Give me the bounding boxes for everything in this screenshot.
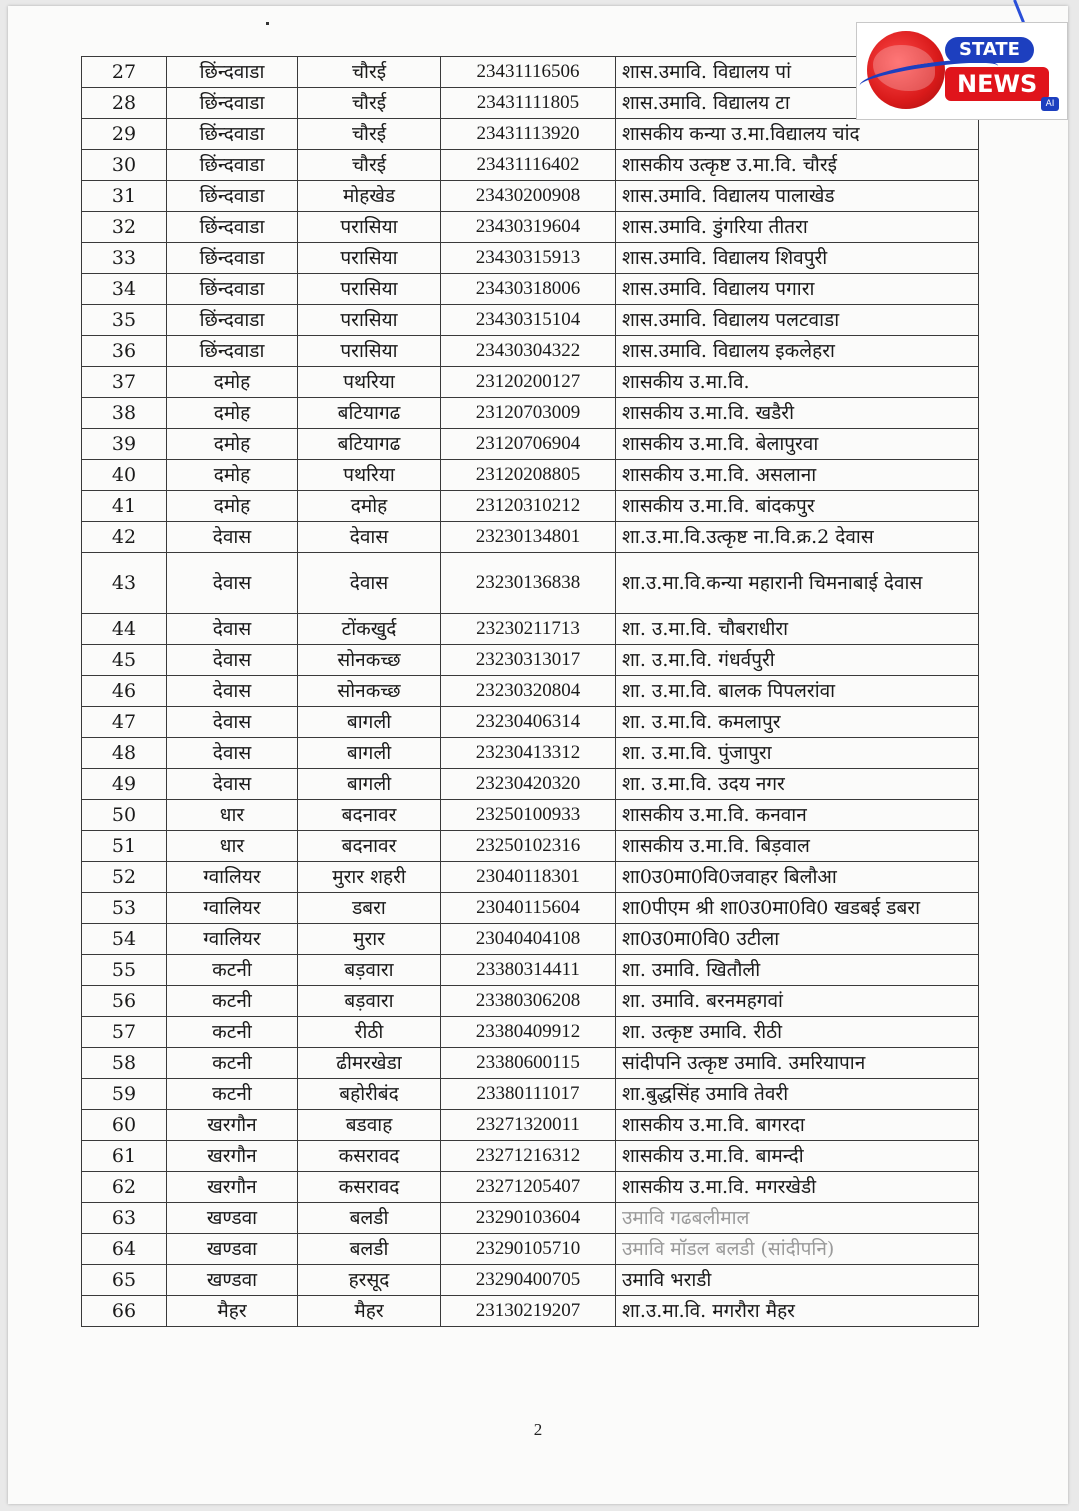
table-row [82,738,979,769]
school-name-cell: शासकीय उ.मा.वि. बागरदा [616,1110,979,1141]
district-cell: छिंन्दवाडा [167,181,298,212]
serial-cell: 58 [82,1048,167,1079]
table-row [82,491,979,522]
udise-code-cell: 23431111805 [441,88,616,119]
state-news-logo [856,22,1068,120]
district-cell: ग्वालियर [167,924,298,955]
table-row [82,274,979,305]
school-name-cell: उमावि भराडी [616,1265,979,1296]
table-row [82,460,979,491]
block-cell: चौरई [298,150,441,181]
serial-cell: 28 [82,88,167,119]
table-row [82,367,979,398]
serial-cell: 61 [82,1141,167,1172]
block-cell: बड़वारा [298,955,441,986]
serial-cell: 39 [82,429,167,460]
school-name-cell: शासकीय उ.मा.वि. असलाना [616,460,979,491]
district-cell: खण्डवा [167,1234,298,1265]
block-cell: मुरार शहरी [298,862,441,893]
district-cell: खरगौन [167,1172,298,1203]
serial-cell: 55 [82,955,167,986]
udise-code-cell: 23290400705 [441,1265,616,1296]
udise-code-cell: 23250102316 [441,831,616,862]
serial-cell: 33 [82,243,167,274]
block-cell: परासिया [298,336,441,367]
serial-cell: 37 [82,367,167,398]
udise-code-cell: 23250100933 [441,800,616,831]
block-cell: टोंकखुर्द [298,614,441,645]
block-cell: सोनकच्छ [298,645,441,676]
school-name-cell: शा. उ.मा.वि. कमलापुर [616,707,979,738]
school-name-cell: शा0पीएम श्री शा0उ0मा0वि0 खडबई डबरा [616,893,979,924]
school-name-cell: शासकीय उ.मा.वि. खडैरी [616,398,979,429]
udise-code-cell: 23230420320 [441,769,616,800]
block-cell: बदनावर [298,800,441,831]
school-name-cell: शा.उ.मा.वि.कन्या महारानी चिमनाबाई देवास [616,553,979,614]
table-row [82,676,979,707]
serial-cell: 49 [82,769,167,800]
district-cell: कटनी [167,1048,298,1079]
block-cell: सोनकच्छ [298,676,441,707]
school-name-cell: शास.उमावि. विद्यालय इकलेहरा [616,336,979,367]
udise-code-cell: 23230211713 [441,614,616,645]
udise-code-cell: 23380306208 [441,986,616,1017]
block-cell: पथरिया [298,460,441,491]
block-cell: दमोह [298,491,441,522]
serial-cell: 64 [82,1234,167,1265]
serial-cell: 44 [82,614,167,645]
table-row [82,924,979,955]
district-cell: दमोह [167,491,298,522]
table-row [82,1172,979,1203]
district-cell: छिंन्दवाडा [167,57,298,88]
block-cell: बहोरीबंद [298,1079,441,1110]
block-cell: ढीमरखेडा [298,1048,441,1079]
district-cell: कटनी [167,955,298,986]
udise-code-cell: 23271320011 [441,1110,616,1141]
school-name-cell: शा. उ.मा.वि. गंधर्वपुरी [616,645,979,676]
table-row [82,522,979,553]
school-name-cell: शा. उमावि. खितौली [616,955,979,986]
udise-code-cell: 23120706904 [441,429,616,460]
block-cell: बागली [298,769,441,800]
udise-code-cell: 23271205407 [441,1172,616,1203]
block-cell: हरसूद [298,1265,441,1296]
udise-code-cell: 23431116506 [441,57,616,88]
district-cell: देवास [167,707,298,738]
block-cell: देवास [298,522,441,553]
block-cell: बटियागढ [298,398,441,429]
district-cell: कटनी [167,1079,298,1110]
udise-code-cell: 23430304322 [441,336,616,367]
district-cell: देवास [167,522,298,553]
serial-cell: 54 [82,924,167,955]
table-row [82,893,979,924]
udise-code-cell: 23120703009 [441,398,616,429]
school-name-cell: शास.उमावि. विद्यालय टा [616,88,979,119]
table-row [82,1079,979,1110]
school-name-cell: शा. उ.मा.वि. बालक पिपलरांवा [616,676,979,707]
district-cell: धार [167,831,298,862]
table-row [82,1234,979,1265]
serial-cell: 32 [82,212,167,243]
block-cell: बदनावर [298,831,441,862]
serial-cell: 34 [82,274,167,305]
serial-cell: 59 [82,1079,167,1110]
school-name-cell: शास.उमावि. डुंगरिया तीतरा [616,212,979,243]
udise-code-cell: 23430315104 [441,305,616,336]
school-name-cell: शासकीय उ.मा.वि. मगरखेडी [616,1172,979,1203]
school-name-cell: उमावि गढबलीमाल [616,1203,979,1234]
udise-code-cell: 23130219207 [441,1296,616,1327]
udise-code-cell: 23290103604 [441,1203,616,1234]
serial-cell: 50 [82,800,167,831]
table-row [82,1203,979,1234]
district-cell: देवास [167,614,298,645]
school-name-cell: शा0उ0मा0वि0जवाहर बिलौआ [616,862,979,893]
page-number: 2 [533,1420,543,1439]
serial-cell: 66 [82,1296,167,1327]
udise-code-cell: 23230136838 [441,553,616,614]
school-name-cell: शासकीय उ.मा.वि. बामन्दी [616,1141,979,1172]
district-cell: दमोह [167,460,298,491]
district-cell: खरगौन [167,1110,298,1141]
district-cell: कटनी [167,1017,298,1048]
school-name-cell: शास.उमावि. विद्यालय पालाखेड [616,181,979,212]
table-row [82,212,979,243]
table-row [82,1017,979,1048]
table-row [82,800,979,831]
serial-cell: 29 [82,119,167,150]
district-cell: ग्वालियर [167,862,298,893]
block-cell: बागली [298,738,441,769]
district-cell: कटनी [167,986,298,1017]
table-row [82,1296,979,1327]
district-cell: देवास [167,769,298,800]
udise-code-cell: 23430319604 [441,212,616,243]
serial-cell: 42 [82,522,167,553]
table-row [82,1265,979,1296]
school-name-cell: उमावि मॉडल बलडी (सांदीपनि) [616,1234,979,1265]
district-cell: देवास [167,676,298,707]
table-row [82,645,979,676]
serial-cell: 30 [82,150,167,181]
school-name-cell: शासकीय उत्कृष्ट उ.मा.वि. चौरई [616,150,979,181]
school-name-cell: शासकीय कन्या उ.मा.विद्यालय चांद [616,119,979,150]
serial-cell: 57 [82,1017,167,1048]
udise-code-cell: 23040115604 [441,893,616,924]
school-name-cell: शा. उ.मा.वि. उदय नगर [616,769,979,800]
serial-cell: 38 [82,398,167,429]
table-row [82,707,979,738]
table-row [82,614,979,645]
table-row [82,553,979,614]
district-cell: दमोह [167,367,298,398]
school-name-cell: शा.बुद्धसिंह उमावि तेवरी [616,1079,979,1110]
block-cell: चौरई [298,119,441,150]
table-row [82,398,979,429]
block-cell: परासिया [298,212,441,243]
school-name-cell: शा.उ.मा.वि.उत्कृष्ट ना.वि.क्र.2 देवास [616,522,979,553]
logo-news-text: NEWS [945,67,1049,101]
district-cell: छिंन्दवाडा [167,212,298,243]
school-name-cell: शासकीय उ.मा.वि. बांदकपुर [616,491,979,522]
udise-code-cell: 23040118301 [441,862,616,893]
block-cell: रीठी [298,1017,441,1048]
district-cell: छिंन्दवाडा [167,88,298,119]
table-row [82,862,979,893]
table-row [82,1048,979,1079]
table-row [82,429,979,460]
district-cell: छिंन्दवाडा [167,305,298,336]
serial-cell: 62 [82,1172,167,1203]
school-name-cell: शासकीय उ.मा.वि. [616,367,979,398]
serial-cell: 46 [82,676,167,707]
serial-cell: 60 [82,1110,167,1141]
district-cell: छिंन्दवाडा [167,119,298,150]
school-name-cell: शा.उ.मा.वि. मगरौरा मैहर [616,1296,979,1327]
udise-code-cell: 23230406314 [441,707,616,738]
udise-code-cell: 23430200908 [441,181,616,212]
table-row [82,1110,979,1141]
serial-cell: 27 [82,57,167,88]
table-row [82,769,979,800]
table-row [82,1141,979,1172]
serial-cell: 40 [82,460,167,491]
school-name-cell: सांदीपनि उत्कृष्ट उमावि. उमरियापान [616,1048,979,1079]
logo-ai-badge: AI [1041,97,1059,111]
block-cell: परासिया [298,305,441,336]
udise-code-cell: 23120310212 [441,491,616,522]
udise-code-cell: 23380409912 [441,1017,616,1048]
table-row [82,181,979,212]
udise-code-cell: 23230134801 [441,522,616,553]
serial-cell: 41 [82,491,167,522]
table-row [82,986,979,1017]
district-cell: देवास [167,645,298,676]
block-cell: परासिया [298,243,441,274]
serial-cell: 48 [82,738,167,769]
school-name-cell: शा. उमावि. बरनमहगवां [616,986,979,1017]
block-cell: पथरिया [298,367,441,398]
serial-cell: 56 [82,986,167,1017]
school-name-cell: शास.उमावि. विद्यालय शिवपुरी [616,243,979,274]
school-name-cell: शा0उ0मा0वि0 उटीला [616,924,979,955]
school-name-cell: शास.उमावि. विद्यालय पां [616,57,979,88]
district-cell: खण्डवा [167,1203,298,1234]
table-row [82,57,979,88]
district-cell: ग्वालियर [167,893,298,924]
school-name-cell: शासकीय उ.मा.वि. बिड़वाल [616,831,979,862]
table-row [82,88,979,119]
district-cell: देवास [167,738,298,769]
school-name-cell: शा. उत्कृष्ट उमावि. रीठी [616,1017,979,1048]
table-row [82,955,979,986]
block-cell: मैहर [298,1296,441,1327]
school-name-cell: शासकीय उ.मा.वि. कनवान [616,800,979,831]
udise-code-cell: 23380314411 [441,955,616,986]
serial-cell: 35 [82,305,167,336]
school-name-cell: शा. उ.मा.वि. पुंजापुरा [616,738,979,769]
block-cell: देवास [298,553,441,614]
district-cell: दमोह [167,429,298,460]
block-cell: बलडी [298,1203,441,1234]
block-cell: चौरई [298,88,441,119]
district-cell: मैहर [167,1296,298,1327]
serial-cell: 53 [82,893,167,924]
district-cell: छिंन्दवाडा [167,274,298,305]
udise-code-cell: 23290105710 [441,1234,616,1265]
school-name-cell: शास.उमावि. विद्यालय पगारा [616,274,979,305]
district-cell: धार [167,800,298,831]
table-row [82,243,979,274]
block-cell: बड़वारा [298,986,441,1017]
udise-code-cell: 23230320804 [441,676,616,707]
udise-code-cell: 23120208805 [441,460,616,491]
udise-code-cell: 23380111017 [441,1079,616,1110]
district-cell: खण्डवा [167,1265,298,1296]
table-row [82,119,979,150]
scan-mark [266,22,269,25]
serial-cell: 31 [82,181,167,212]
table-row [82,336,979,367]
serial-cell: 43 [82,553,167,614]
block-cell: चौरई [298,57,441,88]
block-cell: मुरार [298,924,441,955]
serial-cell: 63 [82,1203,167,1234]
block-cell: कसरावद [298,1172,441,1203]
district-cell: छिंन्दवाडा [167,243,298,274]
block-cell: मोहखेड [298,181,441,212]
udise-code-cell: 23120200127 [441,367,616,398]
block-cell: परासिया [298,274,441,305]
district-cell: छिंन्दवाडा [167,336,298,367]
table-body [82,57,979,1327]
block-cell: बागली [298,707,441,738]
school-name-cell: शा. उ.मा.वि. चौबराधीरा [616,614,979,645]
udise-code-cell: 23430315913 [441,243,616,274]
table-row [82,150,979,181]
block-cell: डबरा [298,893,441,924]
logo-state-text: STATE [945,37,1034,63]
table-row [82,305,979,336]
district-cell: खरगौन [167,1141,298,1172]
school-name-cell: शासकीय उ.मा.वि. बेलापुरवा [616,429,979,460]
district-cell: देवास [167,553,298,614]
serial-cell: 36 [82,336,167,367]
serial-cell: 65 [82,1265,167,1296]
serial-cell: 51 [82,831,167,862]
table-row [82,831,979,862]
serial-cell: 45 [82,645,167,676]
udise-code-cell: 23431116402 [441,150,616,181]
udise-code-cell: 23230413312 [441,738,616,769]
serial-cell: 52 [82,862,167,893]
block-cell: बटियागढ [298,429,441,460]
district-cell: छिंन्दवाडा [167,150,298,181]
udise-code-cell: 23040404108 [441,924,616,955]
block-cell: बडवाह [298,1110,441,1141]
udise-code-cell: 23380600115 [441,1048,616,1079]
school-name-cell: शास.उमावि. विद्यालय पलटवाडा [616,305,979,336]
block-cell: कसरावद [298,1141,441,1172]
serial-cell: 47 [82,707,167,738]
udise-code-cell: 23230313017 [441,645,616,676]
udise-code-cell: 23431113920 [441,119,616,150]
school-list-table [81,56,979,1327]
udise-code-cell: 23430318006 [441,274,616,305]
district-cell: दमोह [167,398,298,429]
udise-code-cell: 23271216312 [441,1141,616,1172]
block-cell: बलडी [298,1234,441,1265]
